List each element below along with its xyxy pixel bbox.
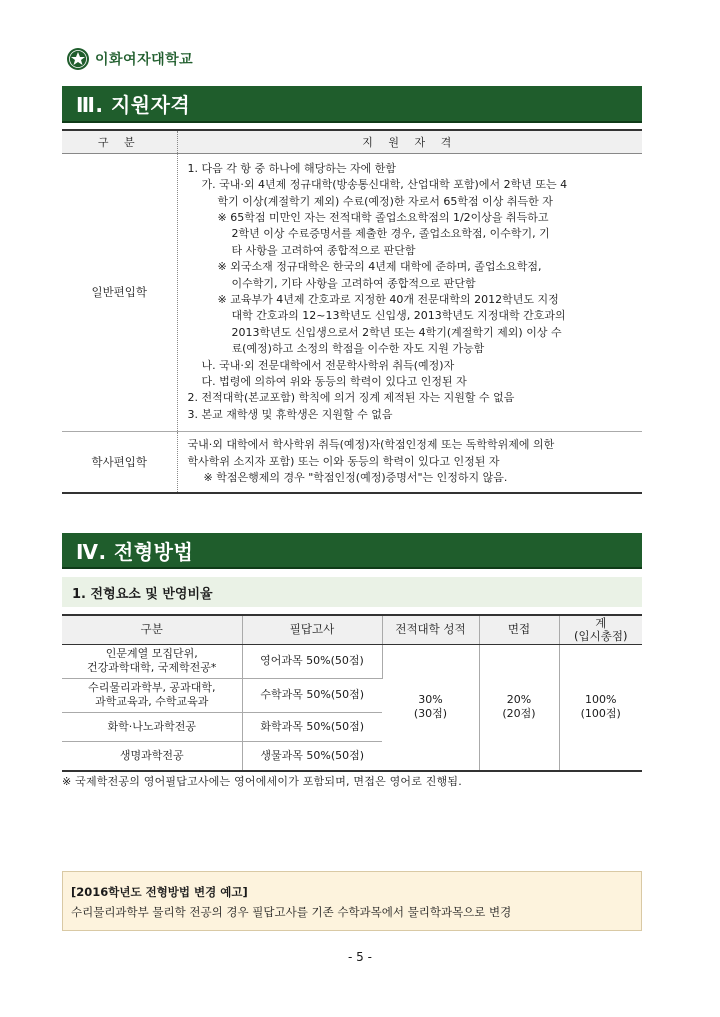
column-header-interview: 면접 <box>479 615 559 644</box>
section-title-text: Ⅲ. 지원자격 <box>76 93 191 117</box>
table-header-row <box>62 130 642 153</box>
admission-unit: 화학·나노과학전공 <box>62 712 242 741</box>
section-title-selection-method <box>62 533 642 569</box>
page-number: - 5 - <box>348 950 372 964</box>
admission-unit: 수리물리과학부, 공과대학, 과학교육과, 수학교육과 <box>62 678 242 712</box>
column-header-previous-grades: 전적대학 성적 <box>382 615 479 644</box>
table-row <box>62 431 642 493</box>
column-header-written-exam: 필답고사 <box>242 615 382 644</box>
list-item: ※ 65학점 미만인 자는 전적대학 졸업소요학점의 1/2이상을 취득하고 2학년 이상 수료증명서를 제출한 경우, 졸업소요학점, 이수학기, 기 타 사항을 고려하여 종합적으로 판단함 <box>217 210 550 257</box>
list-item: 학사학위 소지자 포함) 또는 이와 동등의 학력이 있다고 인정된 자 <box>187 454 500 468</box>
previous-grades-value: 30% (30점) <box>382 644 479 771</box>
category-general-transfer: 일반편입학 <box>62 153 177 431</box>
list-item: ※ 교육부가 4년제 간호과로 지정한 40개 전문대학의 2012학년도 지정 대학 간호과의 12~13학년도 신입생, 2013학년도 지정대학 간호과의 2013학년도 신입생으로서 2학년 또는 4학기(계절학기 제외) 이상 수 료(예정)하고 소정의 학점을 이수한 자도 지원 가능함 <box>217 293 566 356</box>
list-item: 나. 국내·외 전문대학에서 전문학사학위 취득(예정)자 <box>201 358 455 372</box>
written-exam-value: 수학과목 50%(50점) <box>242 678 382 712</box>
university-logo <box>66 46 193 72</box>
written-exam-value: 생물과목 50%(50점) <box>242 741 382 771</box>
written-exam-value: 화학과목 50%(50점) <box>242 712 382 741</box>
column-header-unit: 구분 <box>62 615 242 644</box>
column-header-total: 계 (입시총점) <box>559 615 642 644</box>
eligibility-table <box>62 129 642 494</box>
section-title-text: Ⅳ. 전형방법 <box>76 539 194 564</box>
table-header-row <box>62 615 642 644</box>
eligibility-bachelor-transfer <box>177 431 642 493</box>
footnote: ※ 국제학전공의 영어필답고사에는 영어에세이가 포함되며, 면접은 영어로 진행됨. <box>62 775 462 788</box>
list-item: 1. 다음 각 항 중 하나에 해당하는 자에 한함 <box>187 161 396 175</box>
written-exam-value: 영어과목 50%(50점) <box>242 644 382 678</box>
list-item: 국내·외 대학에서 학사학위 취득(예정)자(학점인정제 또는 독학학위제에 의한 <box>187 438 555 452</box>
table-row <box>62 153 642 431</box>
university-name: 이화여자대학교 <box>95 52 194 68</box>
list-item: 가. 국내·외 4년제 정규대학(방송통신대학, 산업대학 포함)에서 2학년 또는 4 학기 이상(계절학기 제외) 수료(예정)한 자로서 65학점 이상 취득한 자 <box>201 178 568 208</box>
column-header-category: 구 분 <box>62 130 177 153</box>
column-header-eligibility: 지 원 자 격 <box>177 130 642 153</box>
list-item: ※ 외국소재 정규대학은 한국의 4년제 대학에 준하며, 졸업소요학점, 이수학기, 기타 사항을 고려하여 종합적으로 판단함 <box>217 260 542 290</box>
table-row <box>62 644 642 678</box>
eligibility-general-transfer <box>177 153 642 431</box>
total-value: 100% (100점) <box>559 644 642 771</box>
category-bachelor-transfer: 학사편입학 <box>62 431 177 493</box>
list-item: 3. 본교 재학생 및 휴학생은 지원할 수 없음 <box>187 407 393 421</box>
list-item: 2. 전적대학(본교포함) 학칙에 의거 징계 제적된 자는 지원할 수 없음 <box>187 391 515 405</box>
interview-value: 20% (20점) <box>479 644 559 771</box>
selection-ratio-table <box>62 614 642 772</box>
admission-unit: 생명과학전공 <box>62 741 242 771</box>
notice-body: 수리물리과학부 물리학 전공의 경우 필답고사를 기존 수학과목에서 물리학과목으로 변경 <box>71 905 512 919</box>
list-item: ※ 학점은행제의 경우 "학점인정(예정)증명서"는 인정하지 않음. <box>203 470 508 484</box>
notice-title: [2016학년도 전형방법 변경 예고] <box>71 885 248 899</box>
notice-box <box>62 871 642 931</box>
list-item: 다. 법령에 의하여 위와 동등의 학력이 있다고 인정된 자 <box>201 375 467 389</box>
university-emblem-icon <box>66 47 90 71</box>
section-title-eligibility <box>62 86 642 123</box>
admission-unit: 인문계열 모집단위, 건강과학대학, 국제학전공* <box>62 644 242 678</box>
subsection-title: 1. 전형요소 및 반영비율 <box>62 577 642 607</box>
